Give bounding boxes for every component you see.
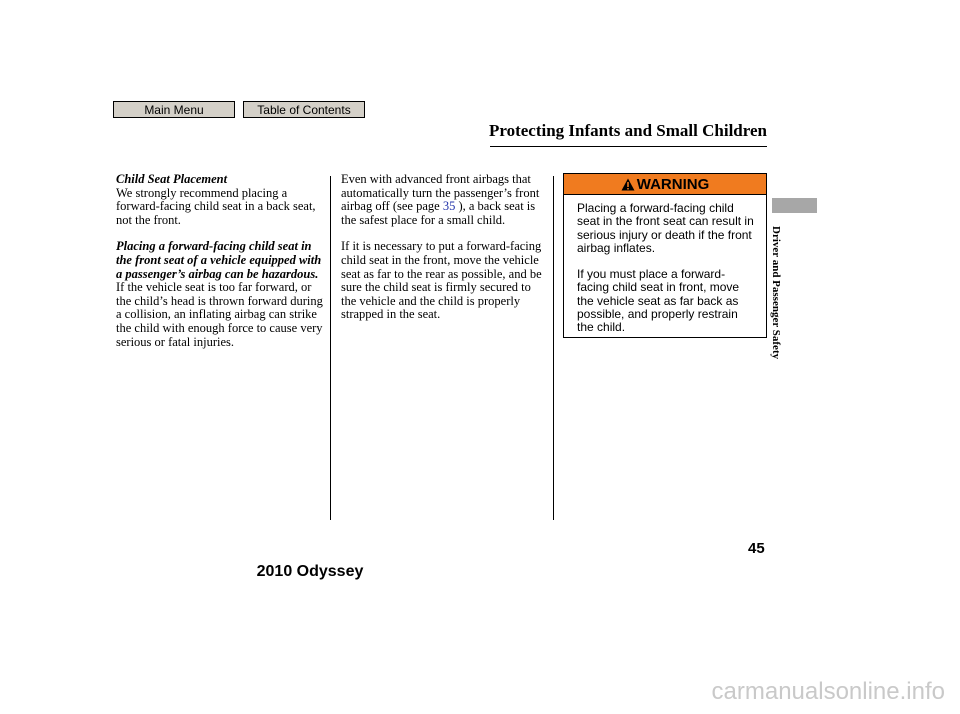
warning-paragraph-1: Placing a forward-facing child seat in the front seat can result in serious injury or death if the front airbag inflates. [577, 201, 754, 255]
warning-body [564, 195, 766, 335]
page-title: Protecting Infants and Small Children [488, 121, 767, 140]
model-name: 2010 Odyssey [256, 563, 364, 580]
warning-label: WARNING [636, 175, 710, 193]
paragraph-if-necessary: If it is necessary to put a forward-facing child seat in the front, move the vehicle seat as far to the rear as possible, and be sure the child seat is firmly secured to the vehicle and the child is properly strapped in the seat. [341, 239, 542, 322]
page-35-link[interactable]: 35 [442, 199, 456, 214]
warning-triangle-icon [621, 178, 635, 191]
table-of-contents-button[interactable]: Table of Contents [243, 101, 365, 118]
heading-child-seat-placement: Child Seat Placement [116, 172, 228, 186]
paragraph-advanced-airbags-part1: Even with advanced front airbags that automatically turn the passenger’s front airbag off (see page [341, 172, 540, 214]
paragraph-advanced-airbags [341, 173, 546, 227]
section-label: Driver and Passenger Safety [770, 226, 782, 360]
column-divider-2 [553, 176, 554, 520]
section-tab [772, 198, 817, 213]
warning-paragraph-2: If you must place a forward-facing child seat in front, move the vehicle seat as far back as possible, and properly restrain the child. [577, 267, 740, 335]
main-menu-button[interactable]: Main Menu [113, 101, 235, 118]
column-divider-1 [330, 176, 331, 520]
paragraph-hazard-text: If the vehicle seat is too far forward, or the child’s head is thrown forward during a collision, an inflating airbag can strike the child with enough force to cause very serious or fatal injuries. [116, 280, 323, 349]
column-middle [341, 173, 546, 322]
paragraph-recommend: We strongly recommend placing a forward-facing child seat in a back seat, not the front. [116, 185, 316, 227]
watermark: carmanualsonline.info [711, 678, 945, 705]
warning-header [564, 174, 766, 195]
heading-hazardous: Placing a forward-facing child seat in the front seat of a vehicle equipped with a passenger’s airbag can be hazardous. [116, 239, 322, 281]
column-left [116, 173, 324, 349]
paragraph-advanced-airbags-part2: ), a back seat is the safest place for a small child. [341, 199, 536, 227]
page-number: 45 [748, 540, 765, 557]
paragraph-hazard [116, 240, 324, 349]
warning-box [563, 173, 767, 338]
title-rule [490, 146, 767, 147]
